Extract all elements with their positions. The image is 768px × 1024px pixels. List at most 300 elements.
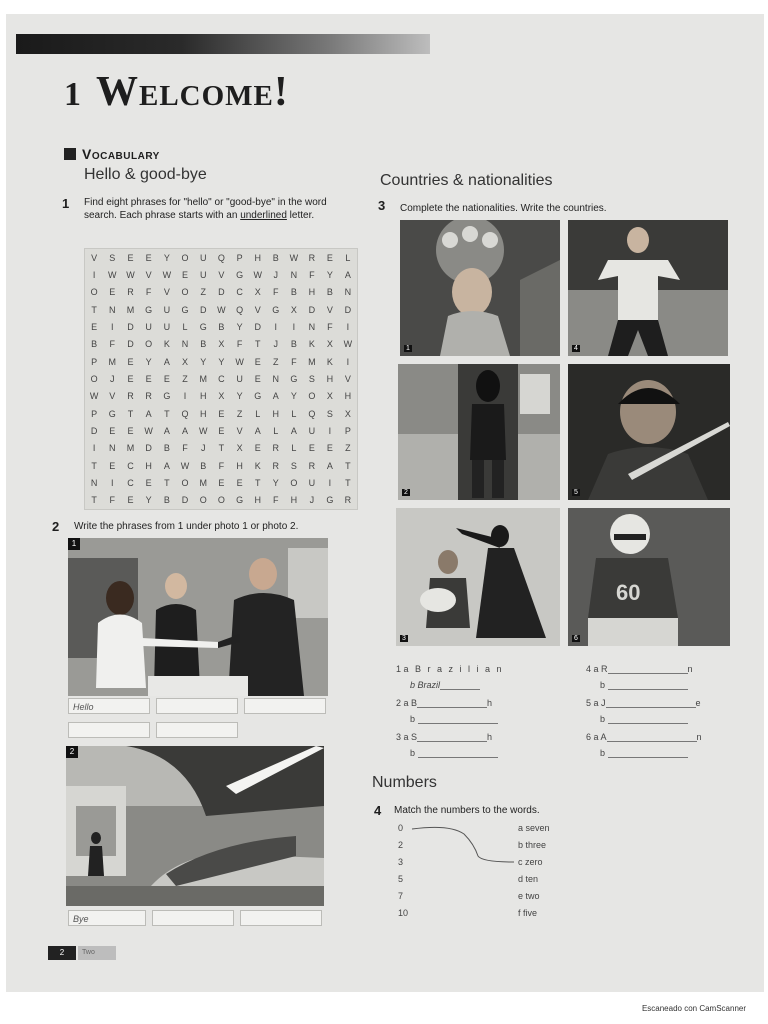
word-search-letter[interactable]: D bbox=[127, 321, 134, 332]
word-search-letter[interactable]: H bbox=[326, 373, 334, 384]
word-search-letter[interactable]: V bbox=[163, 287, 170, 298]
word-search-letter[interactable]: E bbox=[163, 373, 170, 384]
word-search-letter[interactable]: D bbox=[199, 304, 207, 315]
exercise-1-instruction bbox=[84, 196, 344, 222]
number-2[interactable]: 2 bbox=[398, 840, 404, 850]
word-search-letter[interactable]: T bbox=[255, 477, 261, 488]
word-search-letter[interactable]: E bbox=[127, 425, 134, 436]
photo-1-handshake bbox=[68, 538, 328, 696]
word-search-letter[interactable]: E bbox=[218, 477, 225, 488]
word-search-letter[interactable]: G bbox=[290, 373, 298, 384]
word-search-letter[interactable]: B bbox=[326, 287, 333, 298]
word-search-letter[interactable]: Y bbox=[145, 495, 152, 506]
word-search-letter[interactable]: M bbox=[126, 443, 135, 454]
word-search-letter[interactable]: B bbox=[200, 339, 207, 350]
word-search-letter[interactable]: Z bbox=[236, 408, 243, 419]
word-search-letter[interactable]: L bbox=[273, 425, 279, 436]
violinist-image bbox=[568, 364, 730, 500]
word-search-letter[interactable]: K bbox=[254, 460, 261, 471]
word-search-letter[interactable]: Y bbox=[200, 356, 207, 367]
word-search-letter[interactable]: J bbox=[200, 443, 206, 454]
nat-1-b[interactable]: b Brazil bbox=[410, 680, 441, 690]
nat-3-end: h bbox=[487, 732, 493, 742]
answer-box-p2-2[interactable] bbox=[152, 910, 234, 926]
number-3[interactable]: 3 bbox=[398, 857, 404, 867]
word-search-letter[interactable]: E bbox=[218, 408, 225, 419]
word-search-letter[interactable]: O bbox=[181, 287, 189, 298]
word-search-letter[interactable]: F bbox=[145, 287, 152, 298]
word-search-letter[interactable]: D bbox=[127, 339, 134, 350]
word-search-letter[interactable]: R bbox=[308, 460, 316, 471]
word-search-letter[interactable]: U bbox=[199, 252, 207, 263]
word-search-letter[interactable]: E bbox=[127, 356, 134, 367]
country-photo-2 bbox=[398, 364, 560, 500]
word-search-letter[interactable]: P bbox=[236, 252, 243, 263]
section-label: Vocabulary bbox=[82, 146, 160, 162]
word-search-letter[interactable]: F bbox=[273, 287, 279, 298]
word-search-letter[interactable]: K bbox=[163, 339, 170, 350]
word-search-letter[interactable]: G bbox=[254, 391, 262, 402]
nationality-5 bbox=[586, 698, 701, 708]
word-search-letter[interactable]: T bbox=[91, 304, 97, 315]
country-photo-1 bbox=[400, 220, 560, 356]
word-two[interactable]: e two bbox=[518, 891, 540, 901]
word-search-letter[interactable]: C bbox=[127, 477, 134, 488]
word-search-letter[interactable]: E bbox=[109, 287, 116, 298]
word-search-letter[interactable]: X bbox=[344, 408, 351, 419]
answer-box-p1-5[interactable] bbox=[156, 722, 238, 738]
word-search-letter[interactable]: I bbox=[92, 443, 96, 454]
word-search-letter[interactable]: U bbox=[236, 373, 243, 384]
word-search-letter[interactable]: I bbox=[346, 356, 350, 367]
word-search-letter[interactable]: V bbox=[109, 391, 116, 402]
word-search-letter[interactable]: M bbox=[308, 356, 316, 367]
word-search-letter[interactable]: Q bbox=[236, 304, 244, 315]
nationality-3-country bbox=[410, 748, 498, 758]
word-search-letter[interactable]: E bbox=[145, 252, 152, 263]
word-search-letter[interactable]: R bbox=[272, 460, 280, 471]
country-photo-3-number: 3 bbox=[402, 635, 406, 642]
nat-2-b-line[interactable] bbox=[418, 714, 498, 724]
word-search-letter[interactable]: F bbox=[291, 356, 297, 367]
nat-1-a[interactable]: a B r a z i l i a n bbox=[403, 664, 504, 674]
word-search-letter[interactable]: Y bbox=[145, 356, 152, 367]
word-search-letter[interactable]: N bbox=[181, 339, 189, 350]
word-search-letter[interactable]: B bbox=[290, 287, 297, 298]
word-search-letter[interactable]: P bbox=[344, 425, 351, 436]
match-line-0-zero bbox=[410, 822, 520, 866]
word-search-letter[interactable]: A bbox=[254, 425, 261, 436]
numbers-heading: Numbers bbox=[372, 774, 437, 791]
word-search-letter[interactable]: O bbox=[199, 495, 207, 506]
exercise-1-number: 1 bbox=[62, 196, 70, 211]
word-search-letter[interactable]: E bbox=[182, 269, 189, 280]
word-search-letter[interactable]: I bbox=[346, 321, 350, 332]
word-search-row bbox=[85, 284, 357, 301]
word-search-letter[interactable]: G bbox=[236, 495, 244, 506]
word-search-letter[interactable]: H bbox=[344, 391, 352, 402]
word-search-letter[interactable]: V bbox=[326, 304, 333, 315]
nat-4-b-line[interactable] bbox=[608, 680, 688, 690]
country-photo-2-number: 2 bbox=[404, 489, 408, 496]
number-0[interactable]: 0 bbox=[398, 823, 404, 833]
word-search-letter[interactable]: E bbox=[109, 425, 116, 436]
word-search-letter[interactable]: O bbox=[181, 477, 189, 488]
word-search-letter[interactable]: X bbox=[236, 443, 243, 454]
word-search-letter[interactable]: T bbox=[91, 460, 97, 471]
answer-box-p1-3[interactable] bbox=[244, 698, 326, 714]
word-search-letter[interactable]: H bbox=[272, 408, 280, 419]
word-search-letter[interactable]: H bbox=[254, 495, 262, 506]
nat-5-a[interactable]: a J bbox=[593, 698, 606, 708]
ex1-text-a: Find eight phrases for "hello" or "good-bye" in the word search. Each phrase starts with an bbox=[84, 197, 327, 221]
word-search-letter[interactable]: E bbox=[236, 477, 243, 488]
word-search-letter[interactable]: L bbox=[291, 408, 297, 419]
word-search-letter[interactable]: X bbox=[218, 339, 225, 350]
scanner-watermark: Escaneado con CamScanner bbox=[641, 1004, 746, 1013]
answer-box-p1-2[interactable] bbox=[156, 698, 238, 714]
word-search-letter[interactable]: D bbox=[344, 304, 352, 315]
answer-box-p2-3[interactable] bbox=[240, 910, 322, 926]
word-search-letter[interactable]: X bbox=[254, 287, 261, 298]
word-search-letter[interactable]: A bbox=[326, 460, 333, 471]
word-search-letter[interactable]: O bbox=[308, 391, 316, 402]
word-search-letter[interactable]: Z bbox=[273, 356, 279, 367]
word-search-letter[interactable]: Z bbox=[182, 373, 188, 384]
photo-1-number: 1 bbox=[68, 538, 80, 550]
country-photo-6-number: 6 bbox=[574, 635, 578, 642]
word-search-letter[interactable]: W bbox=[180, 460, 190, 471]
word-search-letter[interactable]: Y bbox=[236, 391, 243, 402]
word-search-letter[interactable]: N bbox=[109, 443, 116, 454]
photo-2-number: 2 bbox=[66, 746, 78, 758]
country-photo-5-number: 5 bbox=[574, 489, 578, 496]
nat-5-b-line[interactable] bbox=[608, 714, 688, 724]
nationality-1 bbox=[396, 664, 504, 674]
word-search-letter[interactable]: V bbox=[218, 269, 225, 280]
word-search-letter[interactable]: M bbox=[126, 304, 135, 315]
word-search-letter[interactable]: E bbox=[145, 477, 152, 488]
nationality-4-country bbox=[600, 680, 688, 690]
word-search-letter[interactable]: T bbox=[164, 408, 170, 419]
word-search-letter[interactable]: Q bbox=[181, 408, 189, 419]
word-search-letter[interactable]: I bbox=[292, 321, 296, 332]
word-search-letter[interactable]: D bbox=[90, 425, 98, 436]
word-search-letter[interactable]: Z bbox=[345, 443, 351, 454]
word-search-letter[interactable]: A bbox=[290, 425, 297, 436]
word-search-letter[interactable]: G bbox=[145, 304, 153, 315]
word-search-letter[interactable]: E bbox=[127, 373, 134, 384]
word-search-letter[interactable]: H bbox=[145, 460, 152, 471]
word-seven[interactable]: a seven bbox=[518, 823, 550, 833]
word-search-letter[interactable]: K bbox=[326, 356, 333, 367]
word-search-letter[interactable]: D bbox=[254, 321, 262, 332]
word-search-letter[interactable]: V bbox=[236, 425, 243, 436]
unit-title bbox=[64, 68, 289, 116]
word-search-letter[interactable]: U bbox=[163, 304, 171, 315]
word-search-letter[interactable]: U bbox=[308, 425, 316, 436]
word-search-letter[interactable]: A bbox=[145, 408, 152, 419]
handshake-image bbox=[68, 538, 328, 696]
word-search-letter[interactable]: O bbox=[90, 373, 98, 384]
word-search-letter[interactable]: M bbox=[108, 356, 117, 367]
word-search-letter[interactable]: X bbox=[326, 339, 333, 350]
word-search-letter[interactable]: N bbox=[308, 321, 316, 332]
word-search-letter[interactable]: O bbox=[145, 339, 153, 350]
nat-4-num: 4 bbox=[586, 664, 592, 674]
word-search-letter[interactable]: E bbox=[218, 425, 225, 436]
word-search-letter[interactable]: Q bbox=[308, 408, 316, 419]
word-search-letter[interactable]: L bbox=[182, 321, 188, 332]
word-search-letter[interactable]: E bbox=[254, 373, 261, 384]
word-search-letter[interactable]: G bbox=[163, 391, 171, 402]
word-search-letter[interactable]: W bbox=[217, 304, 226, 315]
exercise-2-instruction: Write the phrases from 1 under photo 1 or photo 2. bbox=[74, 521, 299, 532]
word-search-letter[interactable]: O bbox=[290, 477, 298, 488]
word-search-letter[interactable]: W bbox=[126, 269, 135, 280]
word-search-letter[interactable]: S bbox=[109, 252, 116, 263]
word-search-letter[interactable]: J bbox=[309, 495, 315, 506]
word-search-letter[interactable]: H bbox=[199, 391, 207, 402]
word-search-letter[interactable]: H bbox=[290, 495, 298, 506]
word-search-letter[interactable]: R bbox=[127, 287, 134, 298]
word-search-letter[interactable]: F bbox=[236, 339, 243, 350]
word-search-letter[interactable]: B bbox=[200, 460, 207, 471]
word-zero[interactable]: c zero bbox=[518, 857, 543, 867]
word-search-letter[interactable]: W bbox=[343, 339, 353, 350]
exercise-2-number: 2 bbox=[52, 519, 60, 534]
word-search-letter[interactable]: D bbox=[145, 443, 152, 454]
word-search-letter[interactable]: P bbox=[91, 356, 98, 367]
word-search-letter[interactable]: E bbox=[308, 443, 315, 454]
word-search-letter[interactable]: W bbox=[289, 252, 299, 263]
word-search-letter[interactable]: V bbox=[344, 373, 351, 384]
royal-guard-image bbox=[398, 364, 560, 500]
word-search-letter[interactable]: H bbox=[254, 252, 262, 263]
word-search-letter[interactable]: Y bbox=[163, 252, 170, 263]
answer-box-p1-4[interactable] bbox=[68, 722, 150, 738]
word-search-letter[interactable]: Q bbox=[217, 252, 225, 263]
word-search-letter[interactable]: Z bbox=[200, 287, 206, 298]
word-search-letter[interactable]: T bbox=[255, 339, 261, 350]
word-search-letter[interactable]: A bbox=[344, 269, 351, 280]
answer-box-p2-1[interactable]: Bye bbox=[68, 910, 146, 926]
word-search-letter[interactable]: T bbox=[127, 408, 134, 419]
nat-3-a[interactable]: a S bbox=[403, 732, 418, 742]
word-search-letter[interactable]: B bbox=[290, 339, 297, 350]
word-search-letter[interactable]: I bbox=[328, 425, 332, 436]
word-search-letter[interactable]: A bbox=[163, 356, 170, 367]
word-search-letter[interactable]: B bbox=[91, 339, 98, 350]
word-search-letter[interactable]: I bbox=[111, 477, 114, 488]
word-search-letter[interactable]: Y bbox=[236, 321, 243, 332]
word-search-letter[interactable]: S bbox=[290, 460, 297, 471]
word-search-letter[interactable]: W bbox=[162, 269, 172, 280]
word-search-letter[interactable]: R bbox=[127, 391, 134, 402]
exercise-4-instruction: Match the numbers to the words. bbox=[394, 805, 540, 816]
nat-3-b-line[interactable] bbox=[418, 748, 498, 758]
nat-2-a[interactable]: a B bbox=[403, 698, 418, 708]
word-search-letter[interactable]: O bbox=[90, 287, 98, 298]
word-search-letter[interactable]: F bbox=[109, 339, 116, 350]
word-search-letter[interactable]: E bbox=[254, 356, 261, 367]
word-search-letter[interactable]: J bbox=[110, 373, 115, 384]
word-search-letter[interactable]: L bbox=[345, 252, 351, 263]
word-search-letter[interactable]: R bbox=[272, 443, 280, 454]
word-search-letter[interactable]: B bbox=[163, 443, 170, 454]
word-ten[interactable]: d ten bbox=[518, 874, 539, 884]
exercise-3-number: 3 bbox=[378, 198, 386, 213]
word-search-letter[interactable]: N bbox=[272, 373, 280, 384]
word-search-letter[interactable]: A bbox=[182, 425, 189, 436]
word-search-row bbox=[85, 457, 357, 474]
subheading-countries: Countries & nationalities bbox=[380, 172, 553, 189]
word-search-row bbox=[85, 422, 357, 439]
word-search-letter[interactable]: J bbox=[273, 339, 279, 350]
word-search-letter[interactable]: G bbox=[181, 304, 189, 315]
word-search-letter[interactable]: G bbox=[272, 304, 280, 315]
word-search-letter[interactable]: U bbox=[145, 321, 152, 332]
word-search-letter[interactable]: A bbox=[272, 391, 279, 402]
word-search-letter[interactable]: R bbox=[145, 391, 152, 402]
word-five[interactable]: f five bbox=[518, 908, 538, 918]
word-search-letter[interactable]: W bbox=[235, 356, 244, 367]
word-search-letter[interactable]: E bbox=[127, 252, 134, 263]
word-search-letter[interactable]: E bbox=[254, 443, 261, 454]
word-search-letter[interactable]: E bbox=[127, 495, 134, 506]
word-search-letter[interactable]: E bbox=[145, 373, 152, 384]
ex1-text-b: letter. bbox=[286, 210, 315, 221]
answer-box-p1-1[interactable]: Hello bbox=[68, 698, 150, 714]
word-search-letter[interactable]: N bbox=[344, 287, 352, 298]
word-search-letter[interactable]: X bbox=[326, 391, 333, 402]
word-search-letter[interactable]: Y bbox=[218, 356, 225, 367]
word-search-row bbox=[85, 474, 357, 491]
word-search-letter[interactable]: E bbox=[326, 252, 333, 263]
word-search-letter[interactable]: I bbox=[183, 391, 187, 402]
word-search-letter[interactable]: V bbox=[91, 252, 98, 263]
word-search-letter[interactable]: C bbox=[218, 373, 225, 384]
word-search-letter[interactable]: W bbox=[253, 269, 263, 280]
word-search-letter[interactable]: M bbox=[199, 477, 207, 488]
nat-4-a[interactable]: a R bbox=[593, 664, 608, 674]
word-search-letter[interactable]: O bbox=[217, 495, 225, 506]
word-search-letter[interactable]: E bbox=[326, 443, 333, 454]
word-search-letter[interactable]: N bbox=[290, 269, 298, 280]
word-search-letter[interactable]: R bbox=[308, 252, 316, 263]
word-search-letter[interactable]: L bbox=[291, 443, 297, 454]
word-search-letter[interactable]: B bbox=[163, 495, 170, 506]
nat-6-b: b bbox=[600, 748, 606, 758]
word-search-letter[interactable]: H bbox=[236, 460, 243, 471]
word-search-letter[interactable]: H bbox=[199, 408, 207, 419]
word-search-letter[interactable]: C bbox=[236, 287, 243, 298]
word-search-letter[interactable]: Y bbox=[272, 477, 279, 488]
word-search-letter[interactable]: F bbox=[218, 460, 225, 471]
cossack-dancer-image bbox=[568, 220, 728, 356]
number-10[interactable]: 10 bbox=[398, 908, 409, 918]
word-search-letter[interactable]: J bbox=[273, 269, 279, 280]
word-search-letter[interactable]: D bbox=[218, 287, 225, 298]
word-search-letter[interactable]: D bbox=[181, 495, 189, 506]
nat-5-num: 5 bbox=[586, 698, 592, 708]
word-search-letter[interactable]: I bbox=[111, 321, 114, 332]
word-search-letter[interactable]: W bbox=[108, 269, 117, 280]
word-search-letter[interactable]: W bbox=[89, 391, 99, 402]
word-search-letter[interactable]: I bbox=[92, 269, 96, 280]
word-search-letter[interactable]: V bbox=[254, 304, 261, 315]
word-search-letter[interactable]: S bbox=[326, 408, 333, 419]
number-7[interactable]: 7 bbox=[398, 891, 404, 901]
word-search-letter[interactable]: V bbox=[145, 269, 152, 280]
word-search-letter[interactable]: F bbox=[273, 495, 279, 506]
word-search-letter[interactable]: D bbox=[308, 304, 316, 315]
word-search-letter[interactable]: F bbox=[182, 443, 188, 454]
word-search-letter[interactable]: E bbox=[109, 460, 116, 471]
subheading-hello-goodbye: Hello & good-bye bbox=[84, 166, 207, 183]
word-search-letter[interactable]: U bbox=[308, 477, 316, 488]
word-search-letter[interactable]: F bbox=[327, 321, 333, 332]
word-search-letter[interactable]: W bbox=[144, 425, 153, 436]
word-search-letter[interactable]: M bbox=[199, 373, 207, 384]
word-three[interactable]: b three bbox=[518, 840, 547, 850]
country-photo-4-number: 4 bbox=[574, 345, 578, 352]
word-search-letter[interactable]: P bbox=[91, 408, 98, 419]
word-search-letter[interactable]: B bbox=[218, 321, 225, 332]
word-search-letter[interactable]: U bbox=[199, 269, 207, 280]
word-search-letter[interactable]: W bbox=[198, 425, 208, 436]
word-search-letter[interactable]: N bbox=[109, 304, 116, 315]
word-search-letter[interactable]: S bbox=[308, 373, 315, 384]
word-search-letter[interactable]: T bbox=[345, 460, 351, 471]
word-search-letter[interactable]: Y bbox=[326, 269, 333, 280]
word-search-letter[interactable]: I bbox=[274, 321, 278, 332]
word-search-letter[interactable]: U bbox=[163, 321, 171, 332]
word-search-letter[interactable]: A bbox=[163, 425, 170, 436]
word-search-letter[interactable]: R bbox=[344, 495, 352, 506]
word-search-letter[interactable]: X bbox=[218, 391, 225, 402]
word-search-letter[interactable]: A bbox=[163, 460, 170, 471]
word-search-letter[interactable]: X bbox=[290, 304, 297, 315]
nat-6-a[interactable]: a A bbox=[593, 732, 607, 742]
word-search-letter[interactable]: T bbox=[345, 477, 351, 488]
word-search-letter[interactable]: K bbox=[308, 339, 315, 350]
word-search-letter[interactable]: B bbox=[272, 252, 279, 263]
word-search-letter[interactable]: T bbox=[164, 477, 170, 488]
word-search-letter[interactable]: C bbox=[127, 460, 134, 471]
word-search-letter[interactable]: F bbox=[309, 269, 315, 280]
word-search-letter[interactable]: Y bbox=[290, 391, 297, 402]
word-search-letter[interactable]: N bbox=[90, 477, 98, 488]
word-search-letter[interactable]: T bbox=[218, 443, 225, 454]
word-search-letter[interactable]: G bbox=[326, 495, 334, 506]
number-5[interactable]: 5 bbox=[398, 874, 404, 884]
word-search-letter[interactable]: G bbox=[108, 408, 116, 419]
word-search-letter[interactable]: T bbox=[91, 495, 97, 506]
word-search-letter[interactable]: G bbox=[199, 321, 207, 332]
word-search-letter[interactable]: F bbox=[109, 495, 116, 506]
nat-6-b-line[interactable] bbox=[608, 748, 688, 758]
word-search-letter[interactable]: I bbox=[328, 477, 332, 488]
exercise-4-number: 4 bbox=[374, 803, 382, 818]
word-search-letter[interactable]: L bbox=[255, 408, 261, 419]
word-search-letter[interactable]: E bbox=[91, 321, 98, 332]
words-right-list bbox=[518, 820, 550, 922]
word-search-letter[interactable]: G bbox=[236, 269, 244, 280]
word-search-letter[interactable]: H bbox=[308, 287, 316, 298]
word-search-letter[interactable]: X bbox=[182, 356, 189, 367]
word-search-letter[interactable]: O bbox=[181, 252, 189, 263]
